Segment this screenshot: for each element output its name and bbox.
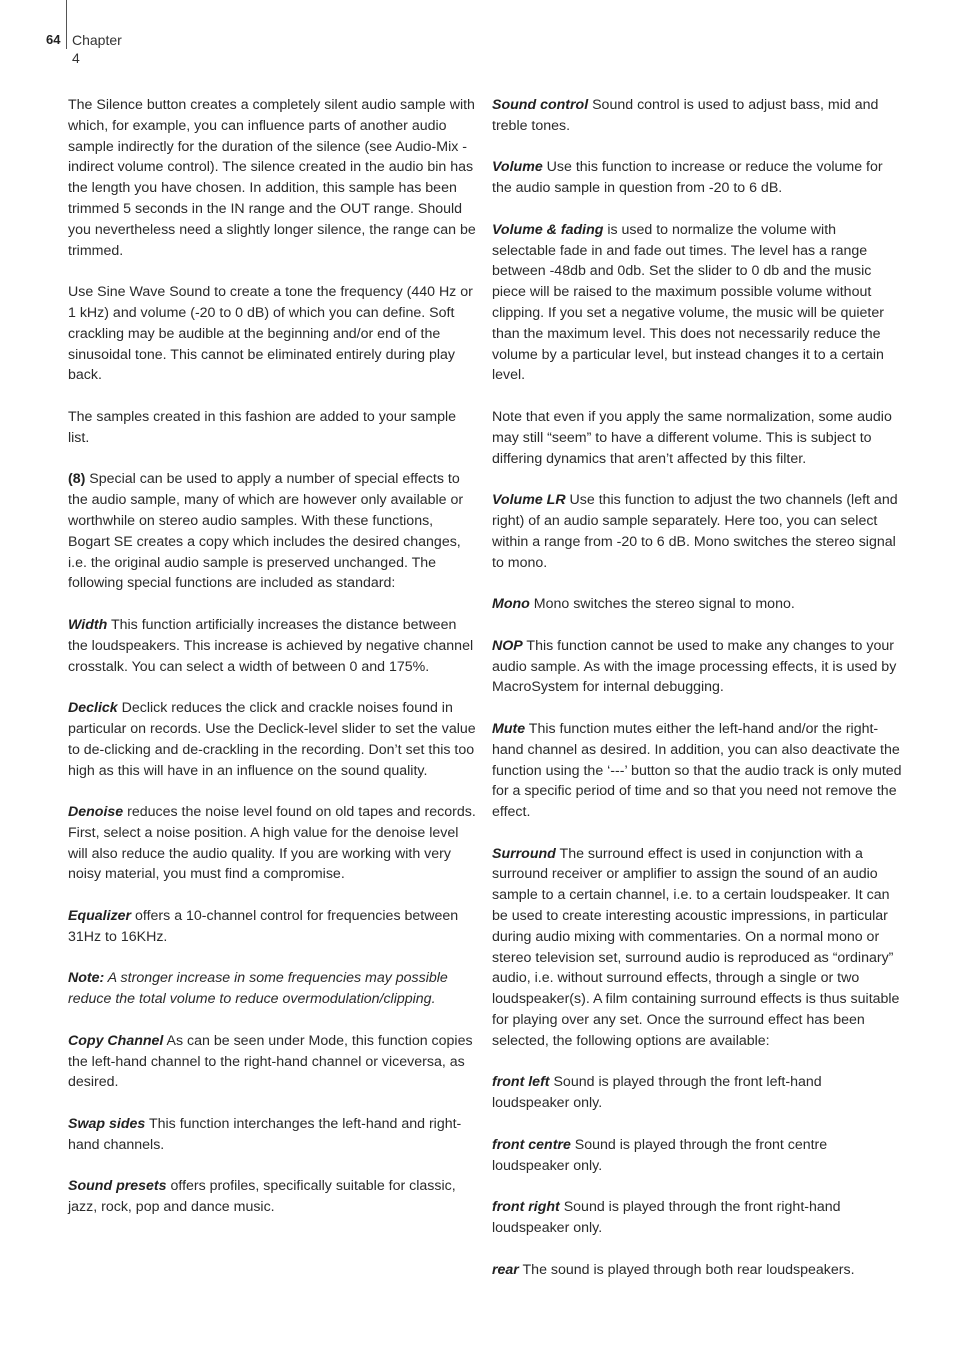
surround-text: The surround effect is used in conjunction with a surround receiver or amplifier to assign the sound of an audio sample to a certain channel, i.e. to a certain loudspeaker. It can be used to create interesting acoustic impressions, in particular during audio mixing with commentaries. On a normal mono or stereo television set, surround audio is reproduced as “ordinary” audio, i.e. without surround effects, through a single or two loudspeaker(s). A film containing surround effects is thus suitable for playing over any set. Once the surround effect has been selected, the following options are available: [492, 845, 900, 1049]
paragraph-volume [492, 157, 902, 199]
term-mono: Mono [492, 596, 530, 613]
volume-text: Use this function to increase or reduce the volume for the audio sample in question from -20 to 6 dB. [492, 159, 883, 197]
term-front-right: front right [492, 1199, 560, 1216]
width-text: This function artificially increases the distance between the loudspeakers. This increase is achieved by negative channel crosstalk. You can select a width of between 0 and 175%. [68, 616, 474, 675]
paragraph-nop [492, 636, 902, 698]
paragraph-mute [492, 719, 902, 823]
paragraph-front-centre [492, 1135, 902, 1177]
volume-fading-text: is used to normalize the volume with selectable fade in and fade out times. The level has a range between -48db and 0db. Set the slider to 0 db and the music piece will be raised to the maximum possible volume without clipping. If you set a negative volume, the music will be quieter than the maximum level. This does not necessarily reduce the volume by a particular level, but instead changes it to a certain level. [492, 221, 884, 384]
term-volume-fading: Volume & fading [492, 221, 604, 238]
paragraph-front-left [492, 1072, 902, 1114]
page-number: 64 [46, 32, 61, 47]
copy-channel-text: As can be seen under Mode, this function copies the left-hand channel to the right-hand channel or viceversa, as desired. [68, 1032, 473, 1091]
front-centre-text: Sound is played through the front centre loudspeaker only. [492, 1136, 828, 1174]
paragraph-normalization-note: Note that even if you apply the same normalization, some audio may still “seem” to have a different volume. This is subject to differing dynamics that aren’t affected by this filter. [492, 408, 892, 467]
term-front-left: front left [492, 1074, 550, 1091]
paragraph-rear [492, 1260, 902, 1281]
sound-presets-text: offers profiles, specifically suitable for classic, jazz, rock, pop and dance music. [68, 1178, 456, 1216]
term-rear: rear [492, 1261, 519, 1278]
term-declick: Declick [68, 700, 118, 717]
paragraph-silence: The Silence button creates a completely silent audio sample with which, for example, you can influence parts of another audio sample indirectly for the duration of the silence (see Audio-Mix - indirect volume control). The silence created in the audio bin has the length you have chosen. In addition, this sample has been trimmed 5 seconds in the IN range and the OUT range. Should you nevertheless need a slightly longer silence, the range can be trimmed. [68, 97, 476, 259]
front-left-text: Sound is played through the front left-hand loudspeaker only. [492, 1074, 822, 1112]
mute-text: This function mutes either the left-hand and/or the right-hand channel as desired. In addition, you can also deactivate the function using the ‘---’ button so that the audio track is only muted for a specific period of time and so that you need not remove the effect. [492, 720, 902, 821]
left-column [68, 95, 476, 1239]
swap-sides-text: This function interchanges the left-hand and right-hand channels. [68, 1116, 462, 1153]
term-denoise: Denoise [68, 804, 124, 821]
declick-text: Declick reduces the click and crackle noises found in particular on records. Use the Declick-level slider to set the value to de-clicking and de-crackling in the recording. Don’t set this too high as this will have in an influence on the sound quality. [68, 700, 476, 779]
paragraph-copy-channel [68, 1031, 476, 1093]
term-equalizer: Equalizer [68, 908, 132, 925]
right-column [492, 95, 902, 1301]
paragraph-mono [492, 594, 902, 615]
paragraph-denoise [68, 802, 476, 885]
paragraph-sine-wave: Use Sine Wave Sound to create a tone the frequency (440 Hz or 1 kHz) and volume (-20 to 0 dB) of which you can define. Soft crackling may be audible at the beginning and/or end of the sinusoidal tone. This cannot be eliminated entirely during play back. [68, 284, 473, 384]
term-note: Note: [68, 970, 105, 987]
paragraph-special [68, 469, 476, 594]
note-text: A stronger increase in some frequencies may possible reduce the total volume to reduce overmodulation/clipping. [68, 970, 448, 1008]
paragraph-samples: The samples created in this fashion are added to your sample list. [68, 408, 457, 446]
special-text: Special can be used to apply a number of special effects to the audio sample, many of which are however only available or worthwhile on stereo audio samples. With these functions, Bogart SE creates a copy which includes the desired changes, i.e. the original audio sample is preserved unchanged. The following special functions are included as standard: [68, 471, 464, 592]
paragraph-note [68, 968, 476, 1010]
nop-text: This function cannot be used to make any changes to your audio sample. As with the image processing effects, it is used by MacroSystem for internal debugging. [492, 637, 897, 696]
paragraph-equalizer [68, 906, 476, 948]
term-surround: Surround [492, 845, 556, 862]
term-volume-lr: Volume LR [492, 492, 566, 509]
term-mute: Mute [492, 720, 526, 737]
paragraph-volume-fading [492, 220, 902, 386]
volume-lr-text: Use this function to adjust the two channels (left and right) of an audio sample separately. Here too, you can select within a range from -20 to 6 dB. Mono switches the stereo signal to mono. [492, 492, 898, 571]
mono-text: Mono switches the stereo signal to mono. [529, 596, 795, 613]
rear-text: The sound is played through both rear loudspeakers. [518, 1261, 855, 1278]
paragraph-sound-control [492, 95, 902, 137]
header-rule [66, 0, 67, 49]
term-volume: Volume [492, 159, 543, 176]
term-width: Width [68, 616, 108, 633]
term-front-centre: front centre [492, 1136, 571, 1153]
step-number: (8) [68, 471, 86, 488]
sound-control-text: Sound control is used to adjust bass, mid and treble tones. [492, 97, 879, 134]
paragraph-surround [492, 844, 902, 1052]
front-right-text: Sound is played through the front right-hand loudspeaker only. [492, 1199, 841, 1237]
term-copy-channel: Copy Channel [68, 1032, 164, 1049]
denoise-text: reduces the noise level found on old tapes and records. First, select a noise position. A high value for the denoise level will also reduce the audio quality. If you are working with very noisy material, you must find a compromise. [68, 804, 476, 883]
paragraph-sound-presets [68, 1176, 476, 1218]
paragraph-volume-lr [492, 490, 902, 573]
paragraph-front-right [492, 1197, 902, 1239]
term-swap-sides: Swap sides [68, 1116, 146, 1133]
equalizer-text: offers a 10-channel control for frequencies between 31Hz to 16KHz. [68, 908, 459, 945]
paragraph-swap-sides [68, 1114, 476, 1156]
paragraph-declick [68, 698, 476, 781]
term-sound-control: Sound control [492, 97, 589, 113]
paragraph-width [68, 615, 476, 677]
term-sound-presets: Sound presets [68, 1178, 167, 1195]
term-nop: NOP [492, 637, 523, 654]
chapter-label: Chapter 4 [72, 32, 122, 66]
